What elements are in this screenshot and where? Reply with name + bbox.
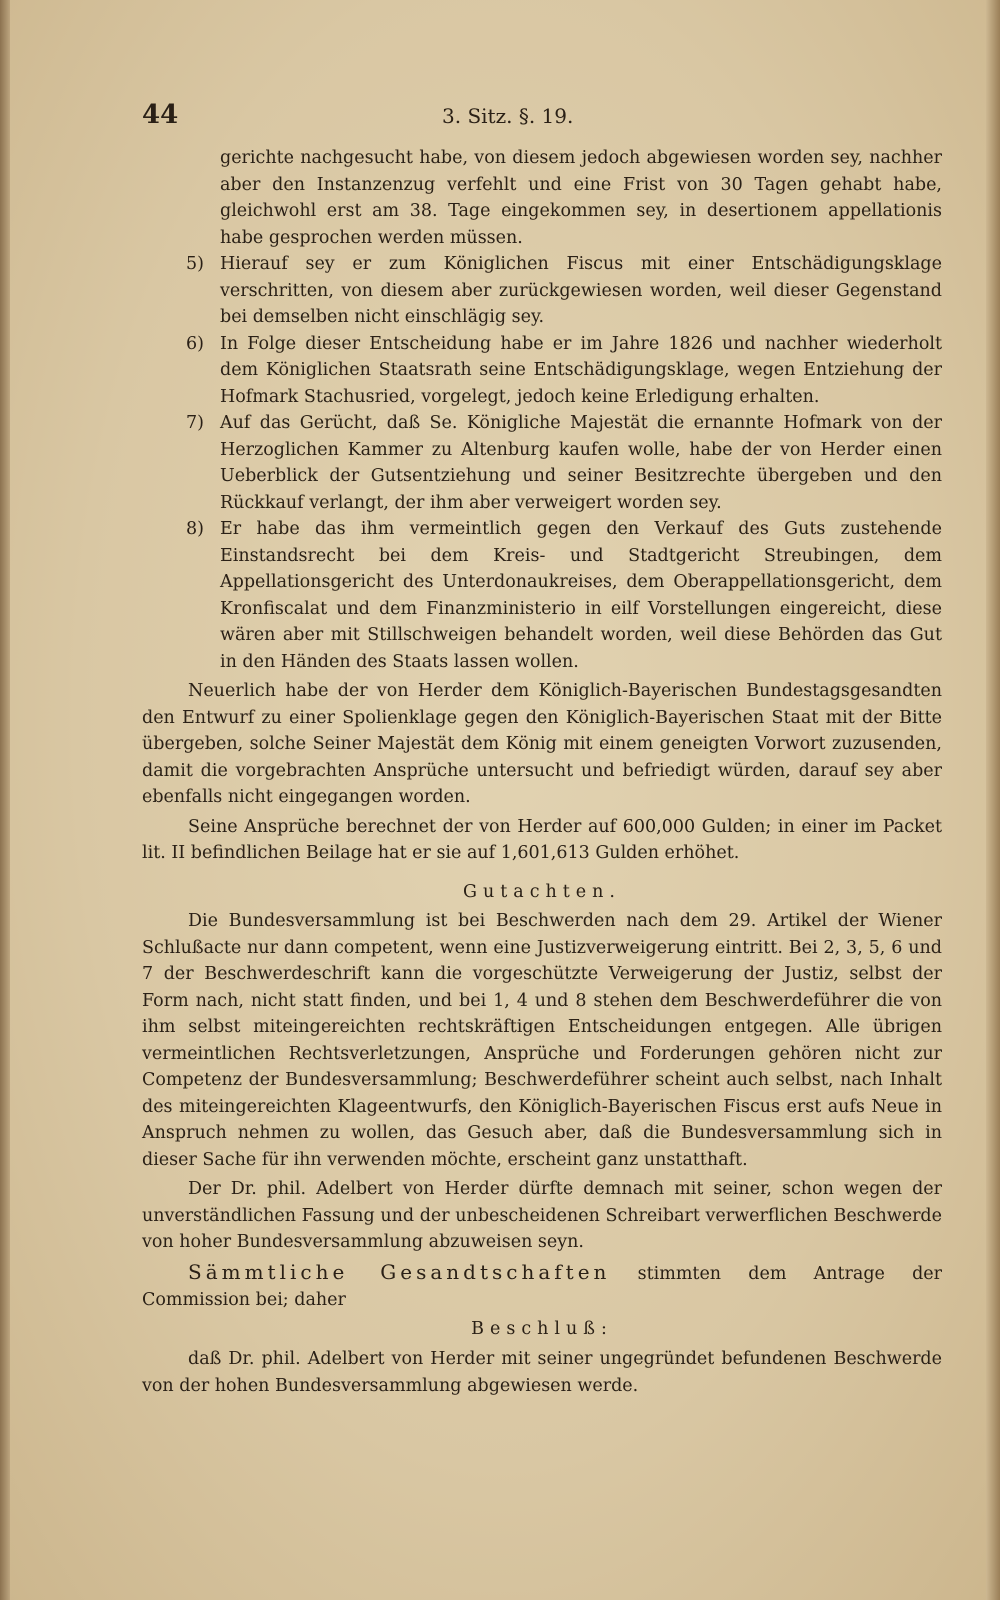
item-text: Auf das Gerücht, daß Se. Königliche Majestät die ernannte Hofmark von der Herzoglichen Kammer zu Altenburg kaufen wolle, habe der von Herder einen Ueberblick der Gutsentziehung und seiner Besitzrechte übergeben und den Rückkauf verlangt, der ihm aber verweigert worden sey.: [220, 413, 942, 513]
item-number: 8): [186, 519, 204, 539]
item-text: gerichte nachgesucht habe, von diesem jedoch abgewiesen worden sey, nachher aber den Instanzenzug verfehlt und eine Frist von 30 Tagen gehabt habe, gleichwohl erst am 38. Tage eingekommen sey, in desertionem appellationis habe gesprochen werden müssen.: [220, 148, 942, 248]
list-item-4-continuation: [142, 145, 942, 251]
paragraph-vote: [142, 1259, 942, 1314]
paragraph-vote-text: stimmten dem Antrage der Commission bei; daher: [142, 1263, 942, 1310]
running-head: 3. Sitz. §. 19.: [442, 104, 574, 128]
page-number: 44: [142, 100, 179, 130]
list-item-8: [142, 516, 942, 675]
paragraph-resolution: daß Dr. phil. Adelbert von Herder mit seiner ungegründet befundenen Beschwerde von der hohen Bundesversammlung abgewiesen werde.: [142, 1349, 942, 1396]
paragraph-spolienklage: Neuerlich habe der von Herder dem Königlich-Bayerischen Bundestagsgesandten den Entwurf zu einer Spolienklage gegen den Königlich-Bayerischen Staat mit der Bitte übergeben, solche Seiner Majestät dem König mit einem geneigten Vorwort zuzusenden, damit die vorgebrachten Ansprüche untersucht und befriedigt würden, darauf sey aber ebenfalls nicht eingegangen worden.: [142, 681, 942, 807]
paragraph-opinion: Die Bundesversammlung ist bei Beschwerden nach dem 29. Artikel der Wiener Schlußacte nur dann competent, wenn eine Justizverweigerung eintritt. Bei 2, 3, 5, 6 und 7 der Beschwerdeschrift kann die vorgeschützte Verweigerung der Justiz, selbst der Form nach, nicht statt finden, und bei 1, 4 und 8 stehen dem Beschwerdeführer die von ihm selbst miteingereichten rechtskräftigen Entscheidungen entgegen. Alle übrigen vermeintlichen Rechtsverletzungen, Ansprüche und Forderungen gehören nicht zur Competenz der Bundesversammlung; Beschwerdeführer scheint auch selbst, nach Inhalt des miteingereichten Klageentwurfs, den Königlich-Bayerischen Fiscus erst aufs Neue in Anspruch nehmen zu wollen, das Gesuch aber, daß die Bundesversammlung sich in dieser Sache für ihn verwenden möchte, erscheint ganz unstatthaft.: [142, 911, 942, 1170]
paragraph-recommendation: Der Dr. phil. Adelbert von Herder dürfte demnach mit seiner, schon wegen der unverständlichen Fassung und der unbescheidenen Schreibart verwerflichen Beschwerde von hoher Bundesversammlung abzuweisen seyn.: [142, 1179, 942, 1252]
spaced-emphasis: Sämmtliche Gesandtschaften: [188, 1259, 611, 1284]
page-header: [142, 100, 922, 134]
item-text: Hierauf sey er zum Königlichen Fiscus mit einer Entschädigungsklage verschritten, von diesem aber zurückgewiesen worden, weil dieser Gegenstand bei demselben nicht einschlägig sey.: [220, 254, 942, 327]
list-item-6: [142, 331, 942, 411]
item-text: In Folge dieser Entscheidung habe er im Jahre 1826 und nachher wiederholt dem Königlichen Staatsrath seine Entschädigungsklage, wegen Entziehung der Hofmark Stachusried, vorgelegt, jedoch keine Erledigung erhalten.: [220, 333, 942, 407]
page-edge-left: [0, 0, 10, 1600]
item-text: Er habe das ihm vermeintlich gegen den Verkauf des Guts zustehende Einstandsrecht bei dem Kreis- und Stadtgericht Streubingen, dem Appellationsgericht des Unterdonaukreises, dem Oberappellationsgericht, dem Kronfiscalat und dem Finanzministerio in eilf Vorstellungen eingereicht, diese wären aber mit Stillschweigen behandelt worden, weil diese Behörden das Gut in den Händen des Staats lassen wollen.: [220, 519, 942, 672]
paragraph-claims: Seine Ansprüche berechnet der von Herder auf 600,000 Gulden; in einer im Packet lit. II befindlichen Beilage hat er sie auf 1,601,613 Gulden erhöhet.: [142, 816, 942, 863]
section-heading-beschluss: Beschluß:: [471, 1318, 613, 1339]
section-heading-gutachten: Gutachten.: [462, 881, 621, 902]
item-number: 5): [186, 254, 204, 274]
list-item-5: [142, 251, 942, 331]
page-body: [142, 145, 942, 1399]
item-number: 7): [186, 413, 204, 433]
page-edge-right: [986, 0, 1000, 1600]
list-item-7: [142, 410, 942, 516]
item-number: 6): [186, 333, 204, 354]
